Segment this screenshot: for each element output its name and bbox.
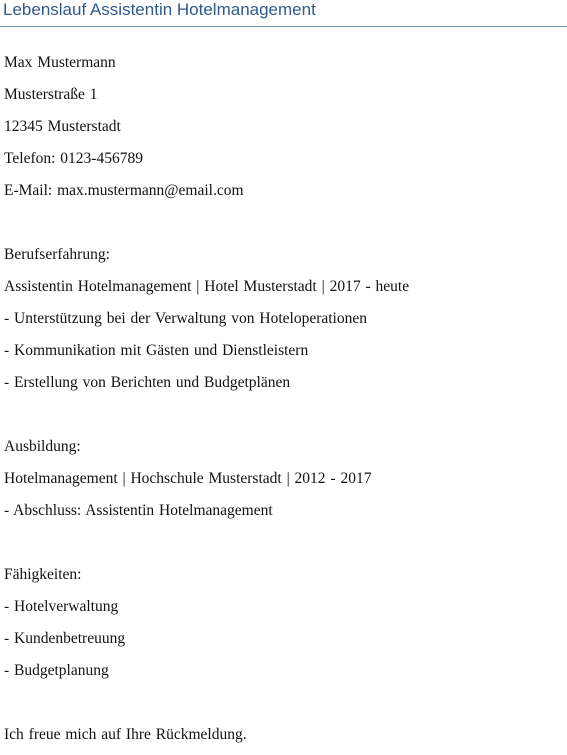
closing-sentence: Ich freue mich auf Ihre Rückmeldung. (4, 726, 247, 743)
list-item: - Budgetplanung (4, 662, 109, 679)
section-heading-skills: Fähigkeiten: (4, 566, 82, 583)
experience-section (4, 243, 564, 403)
list-item: - Kommunikation mit Gästen und Dienstleistern (4, 342, 309, 359)
contact-street: Musterstraße 1 (4, 86, 98, 103)
contact-section (4, 51, 564, 211)
education-entry: Hotelmanagement | Hochschule Musterstadt | 2012 - 2017 (4, 470, 372, 487)
header-divider (0, 26, 567, 27)
list-item: - Erstellung von Berichten und Budgetplänen (4, 374, 291, 391)
education-section (4, 435, 564, 531)
list-item: - Abschluss: Assistentin Hotelmanagement (4, 502, 273, 519)
contact-name: Max Mustermann (4, 54, 116, 71)
resume-body (4, 51, 564, 755)
section-heading-education: Ausbildung: (4, 438, 81, 455)
list-item: - Kundenbetreuung (4, 630, 126, 647)
section-spacer (4, 531, 564, 563)
experience-position: Assistentin Hotelmanagement | Hotel Musterstadt | 2017 - heute (4, 278, 410, 295)
list-item: - Unterstützung bei der Verwaltung von Hoteloperationen (4, 310, 367, 327)
contact-city: 12345 Musterstadt (4, 118, 121, 135)
list-item: - Hotelverwaltung (4, 598, 119, 615)
section-spacer (4, 403, 564, 435)
document-header (0, 0, 567, 27)
section-spacer (4, 211, 564, 243)
document-title: Lebenslauf Assistentin Hotelmanagement (3, 0, 316, 19)
contact-email: E-Mail: max.mustermann@email.com (4, 182, 244, 199)
skills-section (4, 563, 564, 691)
section-heading-experience: Berufserfahrung: (4, 246, 110, 263)
contact-phone: Telefon: 0123-456789 (4, 150, 143, 167)
section-spacer (4, 691, 564, 723)
